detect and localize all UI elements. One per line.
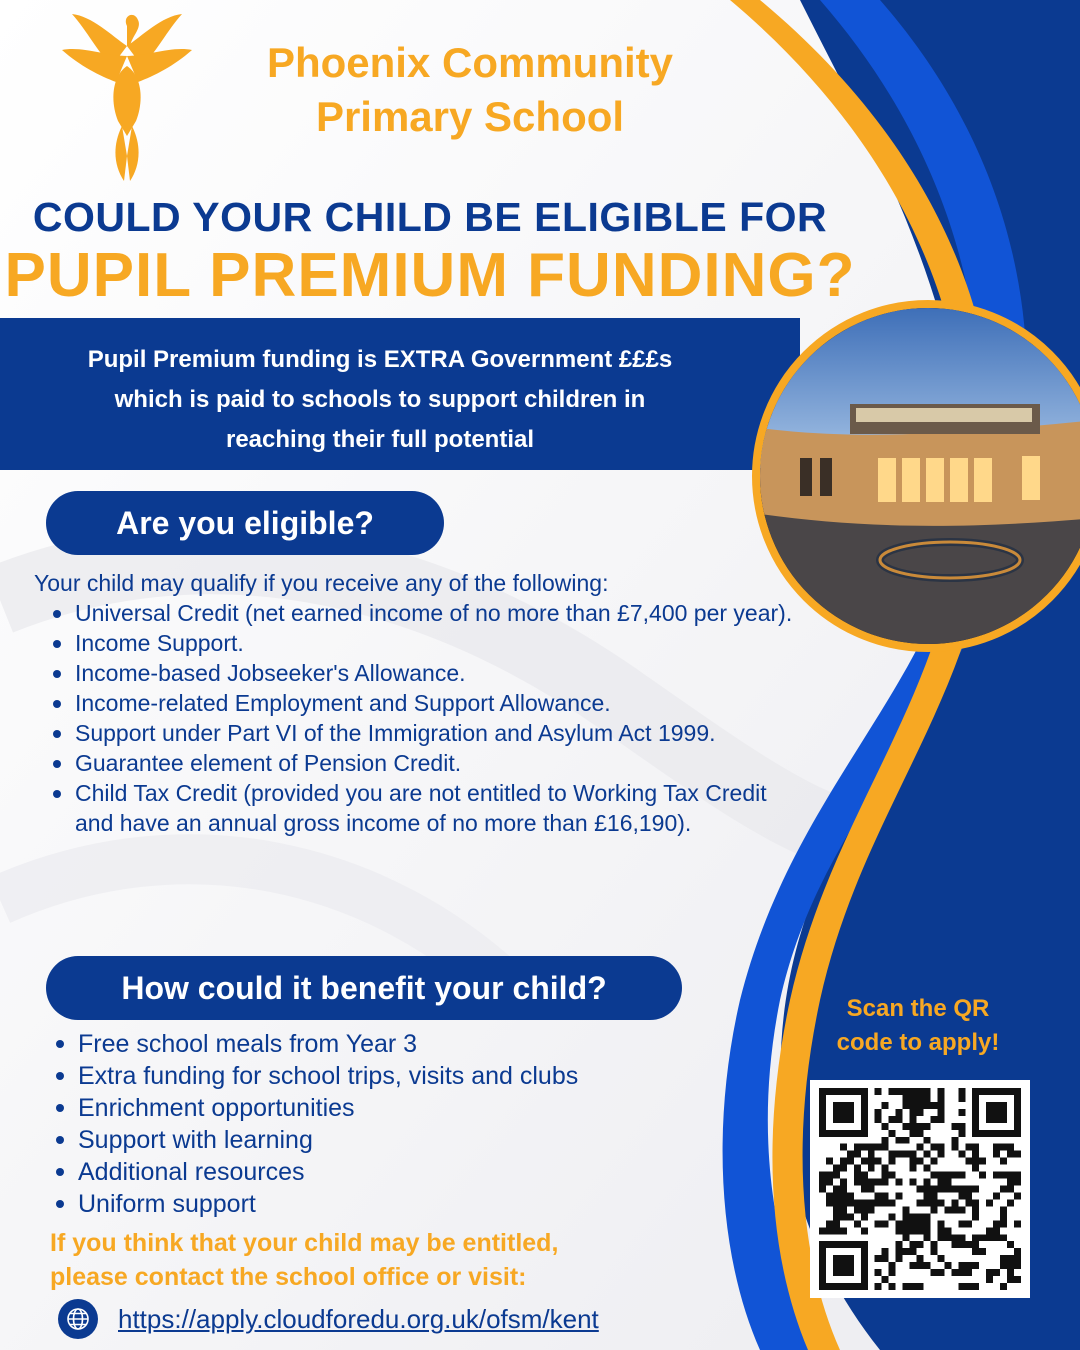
list-item: Uniform support [78, 1188, 718, 1220]
eligibility-intro: Your child may qualify if you receive any of the following: [34, 570, 609, 596]
contact-text [50, 1226, 690, 1294]
qr-caption-line2: code to apply! [836, 1029, 1000, 1056]
list-item: Free school meals from Year 3 [78, 1028, 718, 1060]
intro-line2: which is paid to schools to support children in [114, 386, 646, 413]
list-item: Income Support. [75, 628, 805, 658]
contact-line2: please contact the school office or visit: [50, 1263, 527, 1291]
headline-question: COULD YOUR CHILD BE ELIGIBLE FOR [32, 194, 828, 240]
list-item: Universal Credit (net earned income of no more than £7,400 per year). [75, 598, 805, 628]
intro-line3: reaching their full potential [225, 426, 535, 453]
apply-link[interactable]: https://apply.cloudforedu.org.uk/ofsm/kent [118, 1303, 599, 1334]
eligibility-heading: Are you eligible? [46, 491, 444, 555]
benefits-heading: How could it benefit your child? [46, 956, 682, 1020]
globe-icon [58, 1299, 98, 1339]
list-item: Enrichment opportunities [78, 1092, 718, 1124]
list-item: Child Tax Credit (provided you are not entitled to Working Tax Credit and have an annual gross income of no more than £16,190). [75, 778, 805, 838]
headline-title: PUPIL PREMIUM FUNDING? [4, 241, 856, 310]
qr-caption [808, 992, 1028, 1060]
phoenix-logo-icon [52, 6, 202, 186]
list-item: Income-based Jobseeker's Allowance. [75, 658, 805, 688]
list-item: Guarantee element of Pension Credit. [75, 748, 805, 778]
eligibility-list [75, 598, 805, 838]
list-item: Support with learning [78, 1124, 718, 1156]
intro-text [20, 340, 740, 460]
list-item: Extra funding for school trips, visits and clubs [78, 1060, 718, 1092]
school-name [190, 36, 750, 144]
qr-caption-line1: Scan the QR [846, 995, 990, 1022]
url-row [58, 1298, 599, 1340]
school-name-line2: Primary School [315, 93, 625, 140]
qr-code[interactable] [810, 1080, 1030, 1298]
school-name-line1: Phoenix Community [266, 39, 674, 86]
list-item: Support under Part VI of the Immigration and Asylum Act 1999. [75, 718, 805, 748]
benefits-list [78, 1028, 718, 1220]
contact-line1: If you think that your child may be entitled, [50, 1229, 559, 1257]
intro-line1: Pupil Premium funding is EXTRA Government £££s [87, 346, 673, 373]
list-item: Income-related Employment and Support Allowance. [75, 688, 805, 718]
list-item: Additional resources [78, 1156, 718, 1188]
